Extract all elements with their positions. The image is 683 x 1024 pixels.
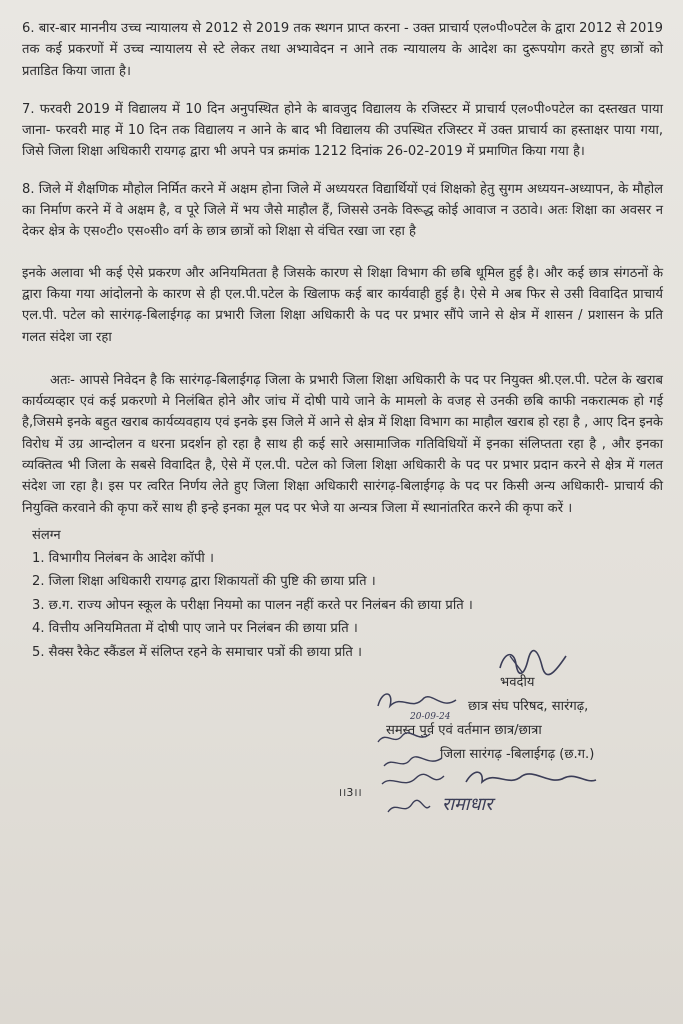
signature-ramadhar: रामाधार	[442, 794, 493, 816]
signature-left-2	[374, 728, 434, 750]
paragraph-6: 6. बार-बार माननीय उच्च न्यायालय से 2012 से 2019 तक स्थगन प्राप्त करना - उक्त प्राचार्य एल०पी०पटेल के द्वारा 2012 से 2019 तक कई प्रकरणों में उच्च न्यायालय से स्टे लेकर तथा अभ्यावेदन न आने तक न्यायालय के आदेश का दुरूपयोग करते हुए छात्रों को प्रताडित किया जाता है।	[22, 21, 663, 79]
closing-text: भवदीय	[500, 675, 535, 691]
paragraph-8: 8. जिले में शैक्षणिक मौहोल निर्मित करने में अक्षम होना जिले में अध्ययरत विद्यार्थियों एवं शिक्षको हेतु सुगम अध्ययन-अध्यापन, के मौहोल का निर्माण करने में वे अक्षम है, व पूरे जिले में भय जैसे माहौल हैं, जिससे उनके विरूद्ध कोई आवाज न उठावे। अतः शिक्षा का अवसर न देकर क्षेत्र के एस०टी० एस०सी० वर्ग के छात्र छात्रों को शिक्षा से वंचित रखा जा रहा है	[22, 181, 663, 240]
list-item: 1. विभागीय निलंबन के आदेश कॉपी ।	[32, 550, 214, 566]
paragraph-7: 7. फरवरी 2019 में विद्यालय में 10 दिन अनुपस्थित होने के बावजुद विद्यालय के रजिस्टर में प्राचार्य एल०पी०पटेल का दस्तखत पाया जाना- फरवरी माह में 10 दिन तक विद्यालय न आने के बाद भी विद्यालय की उपस्थित रजिस्टर में उक्त प्राचार्य का हस्ताक्षर पाया गया, जिसे जिला शिक्षा अधिकारी रायगढ़ द्वारा भी अपने पत्र क्रमांक 1212 दिनांक 26-02-2019 में प्रमाणित किया गया है।	[22, 101, 663, 160]
sender-line-3: जिला सारंगढ़ -बिलाईगढ़ (छ.ग.)	[440, 747, 595, 763]
list-item: 5. सैक्स रैकेट स्कैंडल में संलिप्त रहने के समाचार पत्रों की छाया प्रति ।	[32, 644, 362, 660]
signature-area	[22, 664, 663, 864]
enclosures-title: संलग्न	[32, 527, 61, 543]
list-item: 2. जिला शिक्षा अधिकारी रायगढ़ द्वारा शिकायतों की पुष्टि की छाया प्रति ।	[32, 574, 376, 590]
signature-left-3	[378, 754, 448, 794]
signature-schive	[460, 764, 600, 794]
handwritten-date: 20-09-24	[410, 712, 451, 723]
sender-line-1: छात्र संघ परिषद, सारंगढ़,	[468, 699, 589, 715]
signature-left-4	[384, 796, 434, 820]
list-item: 4. वित्तीय अनियमितता में दोषी पाए जाने पर निलंबन की छाया प्रति ।	[32, 621, 358, 637]
paragraph-other-issues: इनके अलावा भी कई ऐसे प्रकरण और अनियमितता है जिसके कारण से शिक्षा विभाग की छबि धूमिल हुई है। और कई छात्र संगठनों के द्वारा किया गया आंदोलनो के कारण से ही एल.पी.पटेल के खिलाफ कई बार कार्यवाही हुई है। ऐसे मे अब फिर से उसी विवादित प्राचार्य एल.पी. पटेल को सारंगढ़-बिलाईगढ़ का प्रभारी जिला शिक्षा अधिकारी के पद पर प्रभार सौंपे जाने से क्षेत्र में शासन / प्रशासन के प्रति गलत संदेश जा रहा	[22, 265, 663, 345]
page-number: ।।3।।	[338, 786, 362, 800]
list-item: 3. छ.ग. राज्य ओपन स्कूल के परीक्षा नियमो का पालन नहीं करते पर निलंबन की छाया प्रति ।	[32, 597, 473, 613]
paragraph-request: अतः- आपसे निवेदन है कि सारंगढ़-बिलाईगढ़ जिला के प्रभारी जिला शिक्षा अधिकारी के पद पर नियुक्त श्री.एल.पी. पटेल के खराब कार्यव्यव्हार एवं कई प्रकरणो मे निलंबित होने और जांच में दोषी पाये जाने के मामलो के वजह से उनकी छबि काफी नकरात्मक हो गई है,जिसमे इनके बहुत खराब कार्यव्यवहाय एवं इनके इस जिले में आने से क्षेत्र में शिक्षा विभाग का माहौल खराब हो रहा है , आए दिन इनके विरोध में उग्र आन्दोलन व धरना प्रदर्शन हो रहा है साथ ही कई सारे असामाजिक गतिविधियों में इनका संलिप्तता रहा है , और इनका व्यक्तित्व भी जिला के सबसे विवादित है, ऐसे में एल.पी. पटेल को जिला शिक्षा अधिकारी के पद पर प्रभार प्रदान करने से क्षेत्र में गलत संदेश जा रहा है। इस पर त्वरित निर्णय लेते हुए जिला शिक्षा अधिकारी सारंगढ़-बिलाईगढ़ के पद पर किसी अन्य अधिकारी- प्राचार्य की नियुक्ति करवाने की कृपा करें साथ ही इन्हे इनका मूल पद पर भेजे या अन्यत्र जिला में स्थानांतरित करने की कृपा करें ।	[22, 372, 663, 516]
sender-line-2: समस्त पुर्व एवं वर्तमान छात्र/छात्रा	[386, 723, 542, 739]
